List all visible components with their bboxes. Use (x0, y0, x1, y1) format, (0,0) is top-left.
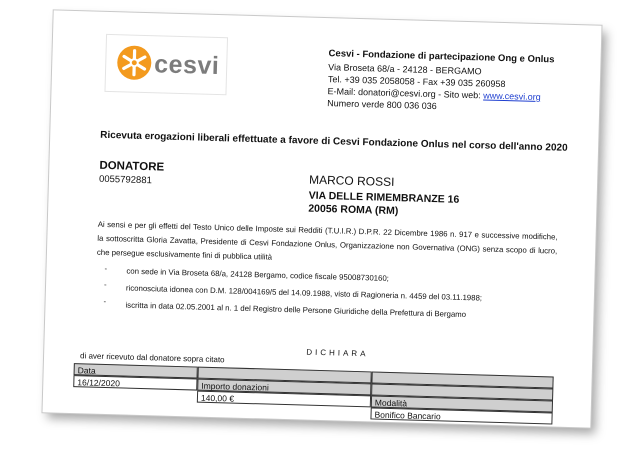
donor-code: 0055792881 (98, 173, 152, 187)
dichiara-heading: DICHIARA (306, 347, 369, 359)
table-cell-method: Bonifico Bancario (370, 407, 552, 424)
declaration-paragraph: Ai sensi e per gli effetti del Testo Unico delle Imposte sui Redditi (T.U.I.R.) D.P.R. 22 Dicembre 1986 n. 917 e successive modifiche, la sottoscritta Gloria Zavatta, Presidente di Cesvi Fondazione Onlus, Organizzazione non Governativa (ONG) senza scopo di lucro, che persegue esclusivamente fini di pubblica utilità (96, 219, 558, 262)
donor-address-line2: 20056 ROMA (RM) (308, 202, 399, 218)
bullet-marker: - (103, 279, 107, 290)
cesvi-logo-icon (116, 44, 153, 81)
table-cell-date: 16/12/2020 (73, 375, 197, 390)
org-name: Cesvi - Fondazione di partecipazione Ong e Onlus (328, 48, 555, 66)
receipt-title: Ricevuta erogazioni liberali effettuate a favore di Cesvi Fondazione Onlus nel corso dell'anno 2020 (100, 129, 568, 154)
table-header-importo: Importo donazioni (197, 379, 371, 396)
cesvi-logo (104, 34, 228, 95)
org-phone-fax: Tel. +39 035 2058058 - Fax +39 035 260958 (327, 74, 506, 90)
org-website-link[interactable]: www.cesvi.org (483, 90, 541, 103)
org-email-label: E-Mail: donatori@cesvi.org - Sito web: (327, 86, 481, 101)
donor-address-line1: VIA DELLE RIMEMBRANZE 16 (308, 189, 460, 206)
bullet-item-3: iscritta in data 02.05.2001 al n. 1 del Registro delle Persone Giuridiche della Prefettura di Bergamo (125, 300, 467, 320)
org-address: Via Broseta 68/a - 24128 - BERGAMO (328, 62, 482, 77)
bullet-item-1: con sede in Via Broseta 68/a, 24128 Bergamo, codice fiscale 95008730160; (126, 266, 390, 283)
table-header-modalita: Modalità (371, 395, 553, 412)
table-cell-amount: 140,00 € (197, 391, 371, 408)
receipt-document (42, 10, 601, 427)
donor-name: MARCO ROSSI (308, 172, 395, 190)
org-toll-free: Numero verde 800 036 036 (327, 98, 437, 112)
bullet-marker: - (103, 296, 107, 307)
bullet-item-2: riconosciuta idonea con D.M. 128/004169/5 del 14.09.1988, visto di Ragioneria n. 4459 del 03.11.1988; (125, 283, 483, 303)
donor-label: DONATORE (99, 159, 165, 174)
received-statement: di aver ricevuto dal donatore sopra citato (79, 351, 225, 365)
logo-wordmark: cesvi (153, 50, 220, 81)
table-header-data: Data (74, 363, 198, 378)
bullet-marker: - (104, 263, 108, 274)
